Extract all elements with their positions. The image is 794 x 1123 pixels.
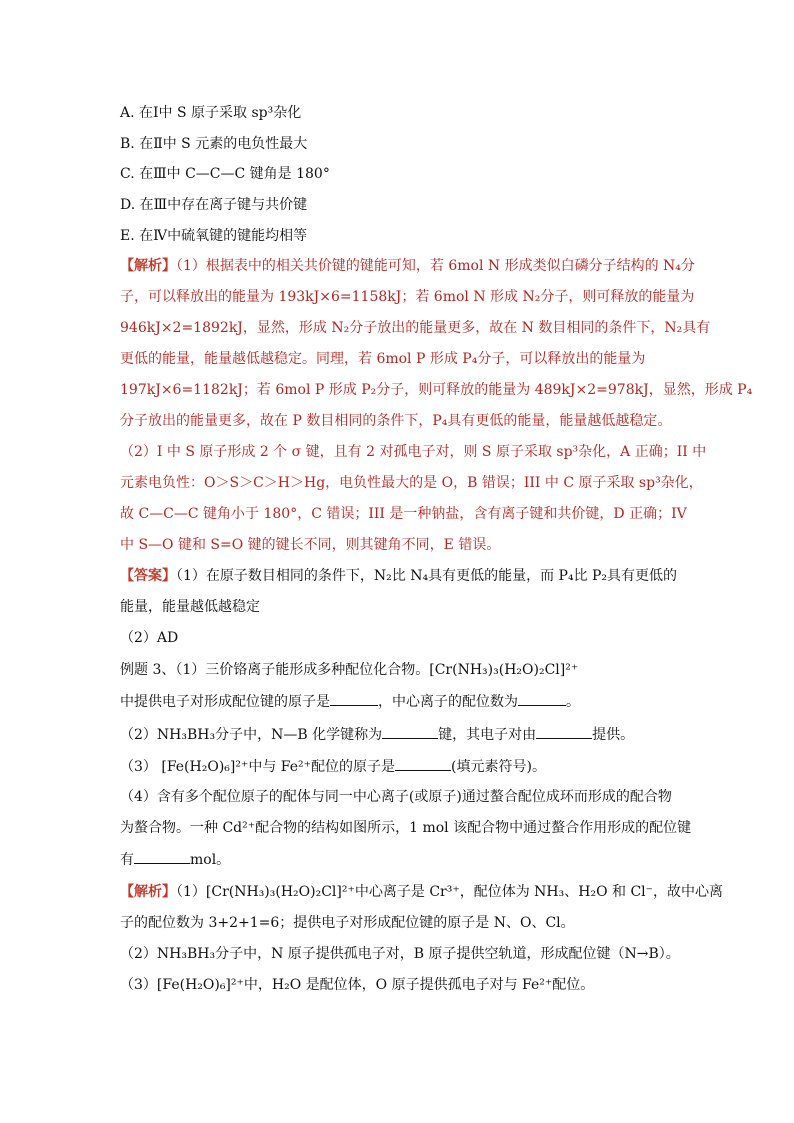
option-a: A. 在Ⅰ中 S 原子采取 sp³杂化 [120, 105, 302, 121]
analysis-1-line-7: （2）I 中 S 原子形成 2 个 σ 键，且有 2 对孤电子对，则 S 原子采取 sp³杂化，A 正确；II 中 [120, 444, 707, 460]
analysis-1-line-2: 子，可以释放出的能量为 193kJ×6=1158kJ；若 6mol N 形成 N₂分子，则可释放的能量为 [120, 289, 695, 305]
analysis-1-line-1: 【解析】（1）根据表中的相关共价键的键能可知，若 6mol N 形成类似白磷分子结构的 N₄分 [120, 258, 695, 274]
analysis-1-line-4: 更低的能量，能量越低越稳定。同理，若 6mol P 形成 P₄分子，可以释放出的能量为 [120, 351, 646, 367]
example-3-line-6: 为螯合物。一种 Cd²⁺配合物的结构如图所示，1 mol 该配合物中通过螯合作用形成的配位键 [120, 820, 692, 836]
example-3-line-3: （2）NH₃BH₃分子中，N—B 化学键称为 键，其电子对由 提供。 [120, 724, 634, 745]
answer-blank[interactable] [518, 691, 566, 706]
analysis-2-line-4: （3）[Fe(H₂O)₆]²⁺中，H₂O 是配位体，O 原子提供孤电子对与 Fe²⁺配位。 [120, 977, 595, 993]
answer-1-line-1: 【答案】（1）在原子数目相同的条件下，N₂比 N₄具有更低的能量，而 P₄比 P₂具有更低的 [120, 568, 678, 584]
answer-blank[interactable] [395, 756, 451, 771]
analysis-1-line-9: 故 C—C—C 键角小于 180°，C 错误；III 是一种钠盐，含有离子键和共价键，D 正确；IV [120, 506, 687, 522]
option-b: B. 在Ⅱ中 S 元素的电负性最大 [120, 136, 308, 152]
analysis-2-line-3: （2）NH₃BH₃分子中，N 原子提供孤电子对，B 原子提供空轨道，形成配位键（N→B）。 [120, 946, 680, 962]
answer-blank[interactable] [536, 724, 592, 739]
analysis-2-line-2: 子的配位数为 3+2+1=6；提供电子对形成配位键的原子是 N、O、Cl。 [120, 915, 575, 931]
example-3-line-7: 有 mol。 [120, 849, 230, 870]
analysis-2-line-1: 【解析】（1）[Cr(NH₃)₃(H₂O)₂Cl]²⁺中心离子是 Cr³⁺，配位体为 NH₃、H₂O 和 Cl⁻，故中心离 [120, 884, 724, 900]
answer-blank[interactable] [382, 724, 438, 739]
analysis-1-line-10: 中 S—O 键和 S=O 键的键长不同，则其键角不同，E 错误。 [120, 537, 501, 553]
example-3-line-1: 例题 3、（1）三价铬离子能形成多种配位化合物。[Cr(NH₃)₃(H₂O)₂Cl]²⁺ [120, 662, 579, 678]
example-3-line-5: （4）含有多个配位原子的配体与同一中心离子(或原子)通过螯合配位成环而形成的配合物 [120, 789, 672, 805]
answer-blank[interactable] [134, 849, 190, 864]
analysis-1-line-5: 197kJ×6=1182kJ；若 6mol P 形成 P₂分子，则可释放的能量为 489kJ×2=978kJ，显然，形成 P₄ [120, 382, 753, 398]
example-3-line-2: 中提供电子对形成配位键的原子是 ，中心离子的配位数为 。 [120, 691, 580, 712]
option-c: C. 在Ⅲ中 C—C—C 键角是 180° [120, 166, 330, 182]
analysis-1-line-8: 元素电负性：O＞S＞C＞H＞Hg，电负性最大的是 O，B 错误；III 中 C 原子采取 sp³杂化， [120, 475, 703, 491]
analysis-tag: 【解析】 [120, 258, 176, 274]
analysis-tag: 【解析】 [120, 884, 176, 900]
option-e: E. 在Ⅳ中硫氧键的键能均相等 [120, 228, 308, 244]
answer-blank[interactable] [330, 691, 378, 706]
example-3-line-4: （3） [Fe(H₂O)₆]²⁺中与 Fe²⁺配位的原子是 (填元素符号)。 [120, 756, 546, 777]
analysis-1-line-3: 946kJ×2=1892kJ，显然，形成 N₂分子放出的能量更多，故在 N 数目相同的条件下，N₂具有 [120, 320, 711, 336]
answer-1-line-3: （2）AD [120, 630, 179, 646]
analysis-1-line-6: 分子放出的能量更多，故在 P 数目相同的条件下，P₄具有更低的能量，能量越低越稳定。 [120, 413, 672, 429]
answer-tag: 【答案】 [120, 568, 176, 584]
option-d: D. 在Ⅲ中存在离子键与共价键 [120, 197, 308, 213]
answer-1-line-2: 能量，能量越低越稳定 [120, 599, 260, 615]
